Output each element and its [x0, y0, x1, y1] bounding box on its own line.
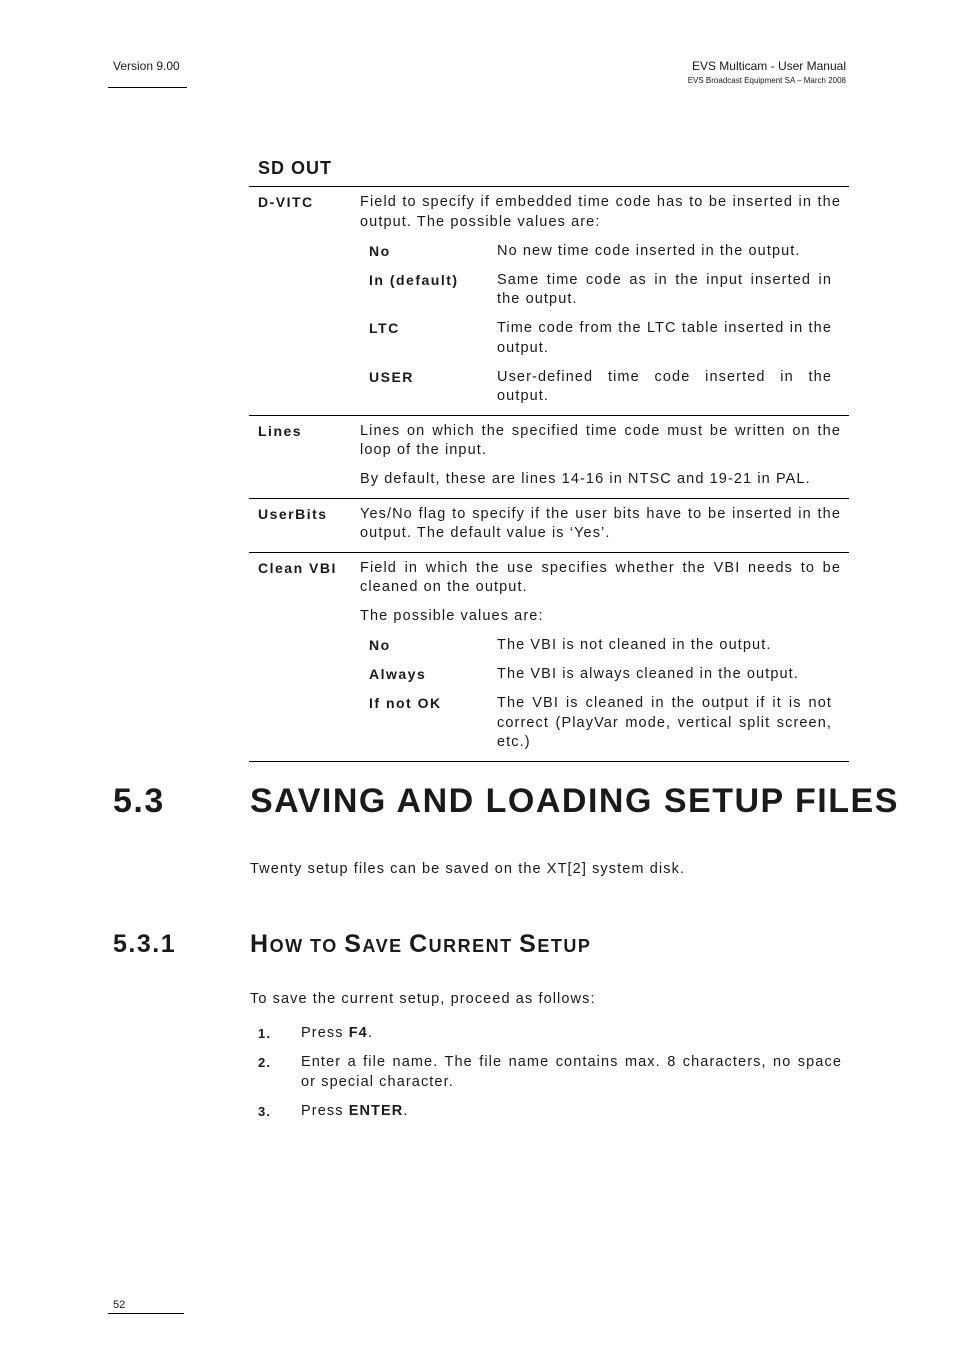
value-name: USER	[369, 368, 414, 385]
step-text	[301, 1053, 842, 1092]
section-number: 5.3	[113, 782, 165, 820]
value-desc: No new time code inserted in the output.	[497, 242, 801, 259]
param-name: D-VITC	[258, 194, 314, 210]
value-name: LTC	[369, 320, 400, 336]
sd-out-title: SD OUT	[258, 158, 333, 178]
page-number: 52	[113, 1299, 126, 1311]
value-row	[360, 636, 841, 656]
title-smallcaps: OW TO	[269, 936, 345, 956]
value-desc: The VBI is always cleaned in the output.	[497, 666, 799, 682]
param-text: Field in which the use specifies whether the VBI needs to be cleaned on the output.	[360, 559, 841, 595]
version-label: Version 9.00	[113, 59, 180, 73]
table-row-clean-vbi	[249, 553, 849, 762]
param-text: By default, these are lines 14-16 in NTSC and 19-21 in PAL.	[360, 471, 811, 487]
param-name: UserBits	[258, 505, 328, 522]
title-cap: H	[250, 930, 270, 958]
list-item	[258, 1024, 842, 1044]
table-row-d-vitc	[249, 187, 849, 416]
list-item	[258, 1102, 842, 1122]
footer-rule	[108, 1313, 184, 1314]
key-name: F4	[348, 1025, 368, 1041]
value-desc: Same time code as in the input inserted in the output.	[497, 271, 832, 307]
title-smallcaps: AVE	[362, 936, 410, 956]
param-intro: Field to specify if embedded time code has to be inserted in the output. The possible values are:	[360, 194, 841, 230]
value-row	[360, 242, 841, 262]
step-text-post: .	[367, 1025, 373, 1041]
value-row	[360, 319, 841, 358]
value-name: If not OK	[369, 695, 442, 711]
title-smallcaps: ETUP	[537, 936, 592, 956]
step-text-pre: Press	[301, 1025, 349, 1041]
value-row	[360, 665, 841, 685]
value-row	[360, 271, 841, 310]
procedure-lead: To save the current setup, proceed as follows:	[250, 991, 596, 1007]
param-description	[360, 193, 841, 407]
title-smallcaps: URRENT	[428, 936, 520, 956]
title-cap: S	[519, 930, 538, 958]
step-text	[301, 1024, 842, 1044]
manual-subtitle: EVS Broadcast Equipment SA – March 2008	[687, 76, 846, 85]
param-text: Yes/No flag to specify if the user bits have to be inserted in the output. The default value is ‘Yes’.	[360, 505, 841, 541]
sd-out-table	[249, 186, 849, 762]
list-item	[258, 1053, 842, 1092]
value-name: No	[369, 637, 391, 653]
manual-title: EVS Multicam - User Manual	[691, 59, 846, 73]
section-intro: Twenty setup files can be saved on the XT[2] system disk.	[250, 861, 686, 877]
running-header	[688, 59, 846, 85]
value-desc: The VBI is cleaned in the output if it is not correct (PlayVar mode, vertical split screen, etc.)	[497, 695, 832, 750]
value-name: In (default)	[369, 271, 459, 288]
section-title: SAVING AND LOADING SETUP FILES	[250, 782, 899, 820]
value-row	[360, 694, 841, 753]
key-name: ENTER	[348, 1102, 404, 1119]
value-name: No	[369, 242, 391, 259]
table-row-userbits	[249, 499, 849, 553]
param-text: Lines on which the specified time code must be written on the loop of the input.	[360, 422, 841, 458]
step-number: 1.	[258, 1026, 272, 1041]
step-text	[301, 1102, 842, 1122]
param-description	[360, 505, 841, 544]
value-row	[360, 368, 841, 407]
param-description	[360, 422, 841, 490]
procedure-steps	[258, 1024, 842, 1131]
step-text-pre: Press	[301, 1102, 349, 1119]
param-name: Lines	[258, 422, 303, 439]
step-text-pre: Enter a file name. The file name contains max. 8 characters, no space or special character.	[301, 1054, 842, 1090]
param-description	[360, 559, 841, 753]
step-number: 2.	[258, 1055, 272, 1070]
param-text: The possible values are:	[360, 608, 544, 624]
title-cap: S	[344, 930, 363, 958]
value-name: Always	[369, 666, 427, 682]
subsection-title	[250, 930, 591, 959]
subsection-number: 5.3.1	[113, 930, 177, 958]
value-desc: User-defined time code inserted in the output.	[497, 368, 832, 404]
table-row-lines	[249, 416, 849, 499]
step-text-post: .	[403, 1102, 409, 1119]
title-cap: C	[409, 930, 429, 958]
header-rule	[108, 87, 187, 88]
value-desc: Time code from the LTC table inserted in the output.	[497, 320, 832, 356]
value-desc: The VBI is not cleaned in the output.	[497, 637, 772, 653]
step-number: 3.	[258, 1103, 272, 1119]
param-name: Clean VBI	[258, 559, 337, 576]
